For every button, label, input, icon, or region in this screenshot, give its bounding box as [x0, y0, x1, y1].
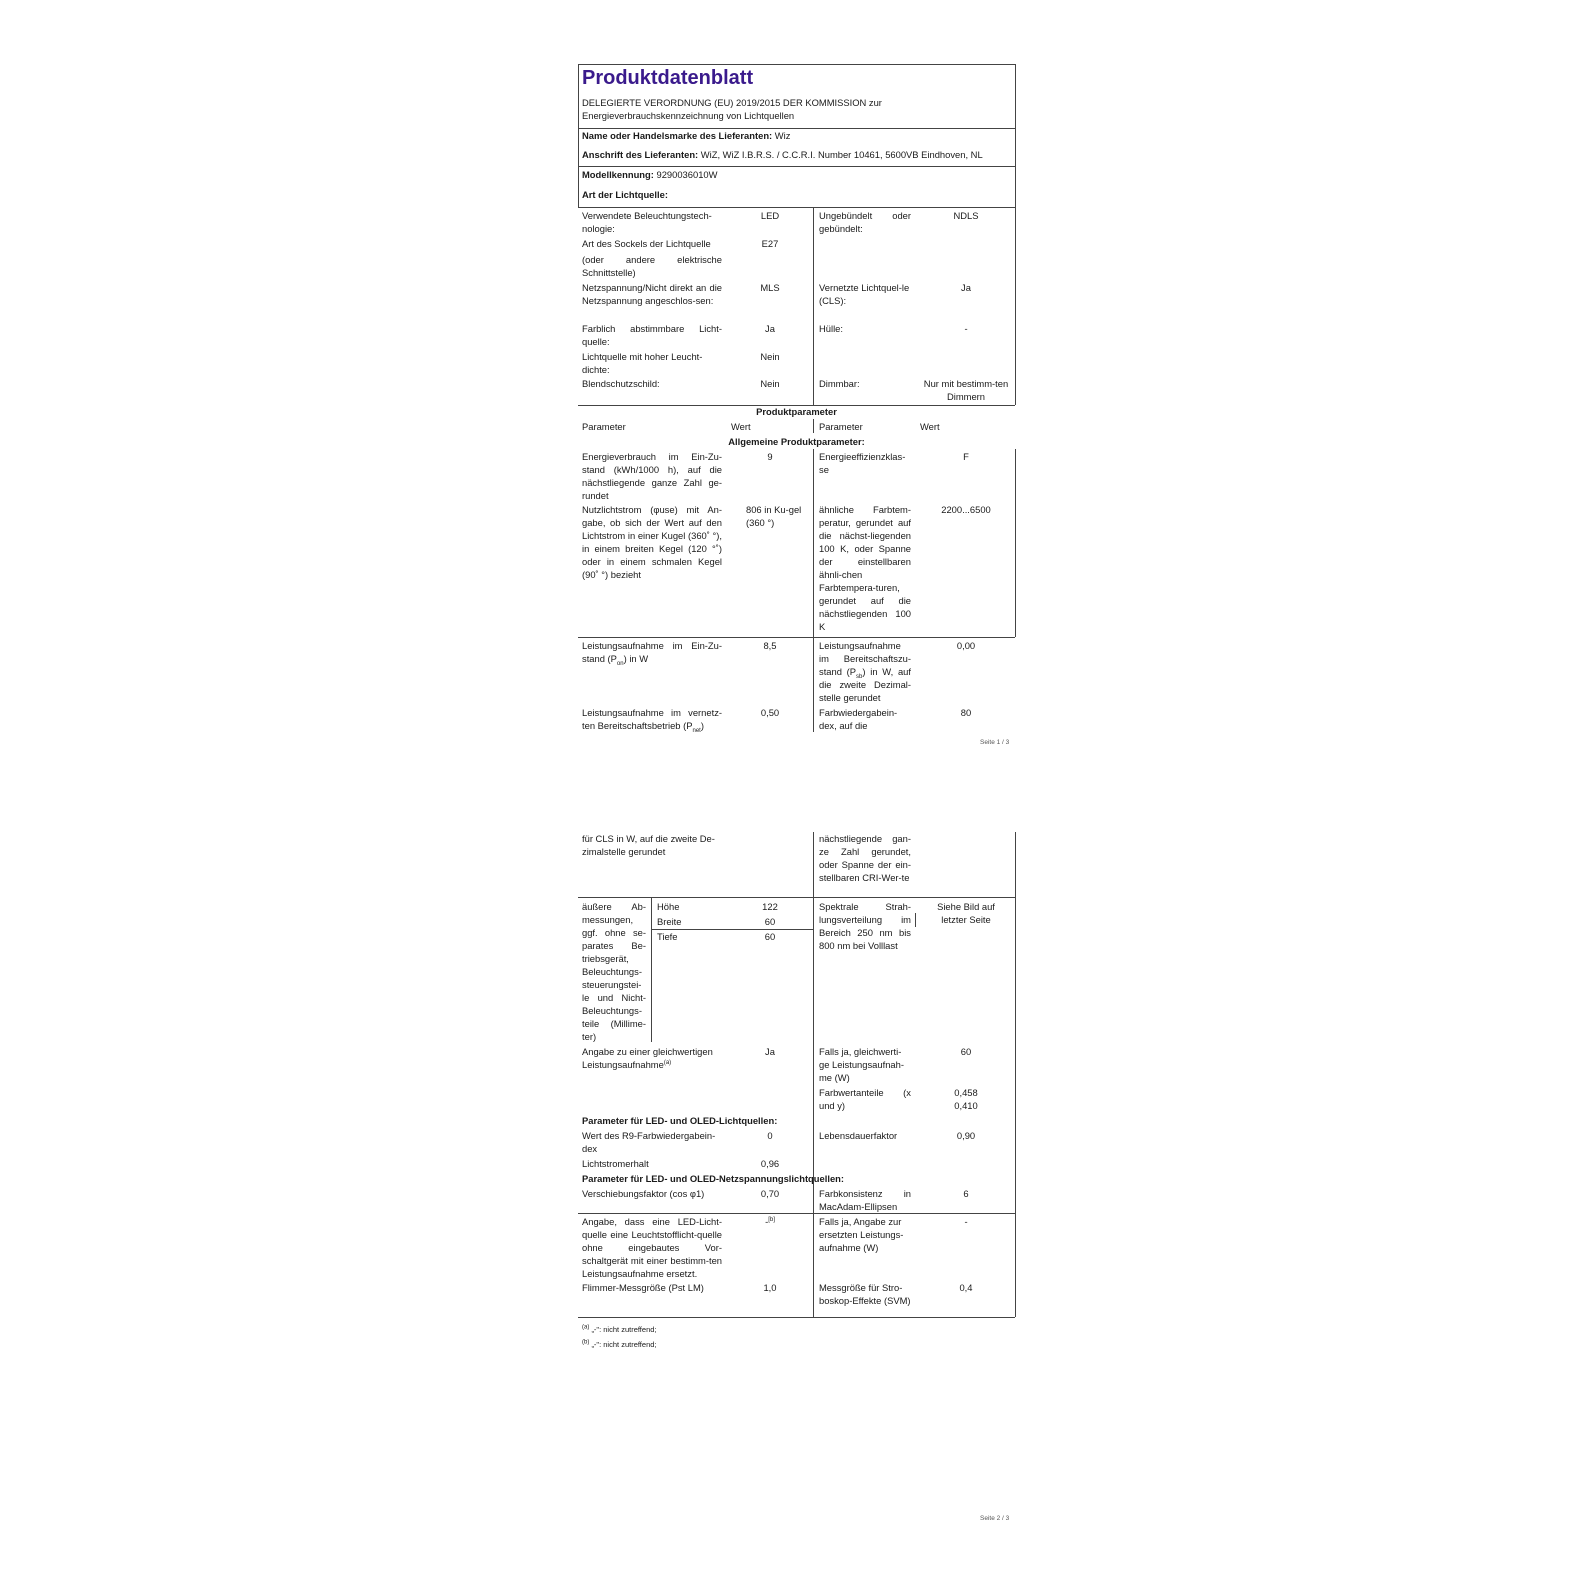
high-luminance-value: Nein — [760, 351, 780, 362]
connected-value: Ja — [961, 282, 971, 293]
equivalent-power-watts-label: Falls ja, gleichwerti-ge Leistungsaufnah-me (W) — [819, 1046, 904, 1083]
dimmable-label: Dimmbar: — [819, 378, 860, 389]
column-divider — [813, 419, 814, 433]
document-title: Produktdatenblatt — [582, 67, 754, 89]
model-id — [582, 168, 717, 181]
product-params-heading: Produktparameter — [756, 406, 837, 417]
led-params-heading: Parameter für LED- und OLED-Lichtquellen: — [582, 1115, 778, 1126]
socket-note: (oder andere elektrische Schnittstelle) — [582, 254, 722, 278]
supplier-name-label: Name oder Handelsmarke des Lieferanten: — [582, 130, 773, 141]
color-consistency-label: Farbkonsistenz in MacAdam-Ellipsen — [819, 1188, 911, 1212]
socket-value: E27 — [761, 238, 779, 249]
cri-label: Farbwiedergabein-dex, auf die — [819, 707, 898, 731]
frame-right-line — [1015, 64, 1016, 207]
on-mode-power-value: 8,5 — [763, 640, 777, 651]
standby-power-label-text: Leistungsaufnahme im Bereitschaftszu-stand (P — [819, 640, 911, 677]
model-id-label: Modellkennung: — [582, 169, 654, 180]
depth-value: 60 — [764, 931, 776, 942]
divider — [578, 1213, 1015, 1214]
envelope-label: Hülle: — [819, 323, 843, 334]
height-value: 122 — [762, 901, 778, 912]
equivalent-power-label-text: Angabe zu einer gleichwertigen Leistungsaufnahme — [582, 1046, 713, 1070]
equivalent-power-label — [582, 1045, 732, 1071]
frame-left-line — [578, 64, 579, 207]
equivalent-power-watts-value: 60 — [960, 1046, 972, 1057]
on-mode-power-label-text: Leistungsaufnahme im Ein-Zu-stand (P — [582, 640, 722, 664]
cct-value: 2200...6500 — [941, 504, 991, 515]
flicker-metric-value: 1,0 — [763, 1282, 777, 1293]
column-divider — [813, 449, 814, 732]
supplier-name — [582, 129, 790, 142]
table-bottom-line — [578, 1317, 1015, 1318]
column-divider — [813, 832, 814, 1317]
chromaticity-label: Farbwertanteile (x und y) — [819, 1087, 911, 1111]
chromaticity-x: 0,458 — [954, 1087, 978, 1098]
glare-shield-value: Nein — [760, 378, 780, 389]
mains-led-params-heading: Parameter für LED- und OLED-Netzspannungslichtquellen: — [582, 1173, 845, 1184]
replaced-power-value: - — [964, 1216, 968, 1227]
glare-shield-label: Blendschutzschild: — [582, 378, 660, 389]
stroboscopic-metric-value: 0,4 — [959, 1282, 973, 1293]
supplier-address-label: Anschrift des Lieferanten: — [582, 149, 699, 160]
fluorescent-replacement-value-text: - — [765, 1216, 769, 1227]
equivalent-power-value: Ja — [765, 1046, 775, 1057]
networked-standby-value: 0,50 — [760, 707, 780, 718]
col-value-left: Wert — [731, 421, 751, 432]
efficiency-class-label: Energieeffizienzklas-se — [819, 451, 906, 475]
mains-value: MLS — [760, 282, 780, 293]
networked-standby-subscript: net — [692, 727, 701, 734]
footnote-a — [582, 1323, 657, 1336]
col-value-right: Wert — [920, 421, 940, 432]
footnote-b-mark: (b) — [582, 1339, 590, 1346]
page-number-2: Seite 2 / 3 — [980, 1515, 1010, 1522]
color-tunable-value: Ja — [765, 323, 775, 334]
stroboscopic-metric-label: Messgröße für Stro-boskop-Effekte (SVM) — [819, 1282, 911, 1306]
col-param-left: Parameter — [582, 421, 626, 432]
r9-value: 0 — [767, 1130, 773, 1141]
divider — [578, 897, 1015, 898]
luminous-flux-label: Nutzlichtstrom (φuse) mit An-gabe, ob sich der Wert auf den Lichtstrom in einer Kugel (360˚ °), in einem breiten Kegel (120 °˚) oder in einem schmalen Kegel (90˚ °) bezieht — [582, 504, 722, 580]
bundled-label: Ungebündelt oder gebündelt: — [819, 210, 911, 234]
supplier-address — [582, 148, 983, 161]
standby-power-value: 0,00 — [956, 640, 976, 651]
page-number-1: Seite 1 / 3 — [980, 739, 1010, 746]
light-type-heading: Art der Lichtquelle: — [582, 189, 668, 200]
on-mode-power-label-unit: ) in W — [623, 653, 649, 664]
networked-standby-continued: für CLS in W, auf die zweite De-zimalstelle gerundet — [582, 833, 715, 857]
equivalent-power-footnote-mark: (a) — [663, 1059, 672, 1066]
divider — [578, 166, 1015, 167]
color-tunable-label: Farblich abstimmbare Licht-quelle: — [582, 323, 722, 347]
connected-label: Vernetzte Lichtquel-le (CLS): — [819, 282, 910, 306]
lifetime-factor-label: Lebensdauerfaktor — [819, 1130, 898, 1141]
footnote-b — [582, 1338, 657, 1351]
spectral-small-divider — [915, 913, 916, 927]
frame-right-line — [1015, 897, 1016, 1317]
spectral-distribution-value: Siehe Bild auf letzter Seite — [937, 901, 995, 925]
chromaticity-y: 0,410 — [954, 1100, 978, 1111]
displacement-factor-label: Verschiebungsfaktor (cos φ1) — [582, 1188, 705, 1199]
tech-label: Verwendete Beleuchtungstech-nologie: — [582, 210, 712, 234]
networked-standby-label-text: Leistungsaufnahme im vernetz-ten Bereitschaftsbetrieb (P — [582, 707, 722, 731]
dimensions-divider — [651, 897, 652, 1042]
fluorescent-replacement-value — [740, 1215, 800, 1228]
model-id-value: 9290036010W — [656, 169, 718, 180]
fluorescent-replacement-label: Angabe, dass eine LED-Licht-quelle eine Leuchtstofflicht-quelle ohne eingebautes Vor-schaltgerät mit einer bestimm-ten Leistungsaufnahme ersetzt. — [582, 1216, 722, 1279]
divider — [578, 637, 1015, 638]
color-consistency-value: 6 — [963, 1188, 969, 1199]
spectral-distribution-label: Spektrale Strah-lungsverteilung im Bereich 250 nm bis 800 nm bei Volllast — [819, 901, 911, 951]
height-label: Höhe — [657, 901, 680, 912]
bundled-value: NDLS — [953, 210, 979, 221]
standby-power-subscript: sb — [856, 673, 863, 680]
energy-consumption-label: Energieverbrauch im Ein-Zu-stand (kWh/1000 h), auf die nächstliegende ganze Zahl ge-rundet — [582, 451, 722, 501]
regulation-line-2: Energieverbrauchskennzeichnung von Lichtquellen — [582, 110, 795, 121]
dimensions-label: äußere Ab-messungen, ggf. ohne se-parates Be-triebsgerät, Beleuchtungs-steuerungstei-le und Nicht-Beleuchtungs-teile (Millime-ter) — [582, 901, 646, 1042]
supplier-name-value: Wiz — [774, 130, 791, 141]
fluorescent-replacement-footnote-mark: [b] — [768, 1216, 775, 1223]
footnote-a-text: „-": nicht zutreffend; — [591, 1325, 657, 1334]
frame-top-line — [578, 64, 1015, 65]
page-2 — [0, 820, 1585, 1520]
efficiency-class-value: F — [963, 451, 969, 462]
lifetime-factor-value: 0,90 — [956, 1130, 976, 1141]
col-param-right: Parameter — [819, 421, 863, 432]
r9-label: Wert des R9-Farbwiedergabein-dex — [582, 1130, 716, 1154]
networked-standby-label — [582, 706, 722, 732]
footnote-a-mark: (a) — [582, 1324, 590, 1331]
column-divider — [813, 207, 814, 405]
standby-power-label-unit: ) in W, auf die zweite Dezimal-stelle gerundet — [819, 666, 911, 703]
general-params-heading: Allgemeine Produktparameter: — [728, 436, 865, 447]
envelope-value: - — [964, 323, 968, 334]
lumen-maintenance-value: 0,96 — [760, 1158, 780, 1169]
mains-label: Netzspannung/Nicht direkt an die Netzspannung angeschlos-sen: — [582, 282, 722, 306]
depth-label: Tiefe — [657, 931, 678, 942]
frame-right-line — [1015, 832, 1016, 897]
width-label: Breite — [657, 916, 682, 927]
page-1 — [0, 0, 1585, 760]
frame-right-line — [1015, 449, 1016, 637]
cct-label: ähnliche Farbtem-peratur, gerundet auf die nächst-liegenden 100 K, oder Spanne der einstellbaren ähnli-chen Farbtempera-turen, gerundet auf die nächstliegenden 100 K — [819, 504, 911, 632]
divider — [578, 207, 1015, 208]
displacement-factor-value: 0,70 — [760, 1188, 780, 1199]
footnote-b-text: „-": nicht zutreffend; — [591, 1340, 657, 1349]
on-mode-power-subscript: on — [616, 660, 624, 667]
flicker-metric-label: Flimmer-Messgröße (Pst LM) — [582, 1282, 704, 1293]
high-luminance-label: Lichtquelle mit hoher Leucht-dichte: — [582, 351, 703, 375]
networked-standby-label-end: ) — [700, 720, 704, 731]
regulation-line-1: DELEGIERTE VERORDNUNG (EU) 2019/2015 DER KOMMISSION zur — [582, 97, 882, 108]
replaced-power-label: Falls ja, Angabe zur ersetzten Leistungs-aufnahme (W) — [819, 1216, 904, 1253]
standby-power-label — [819, 639, 911, 704]
cri-label-continued: nächstliegende gan-ze Zahl gerundet, oder Spanne der ein-stellbaren CRI-Wer-te — [819, 833, 911, 883]
tech-value: LED — [760, 210, 780, 221]
energy-consumption-value: 9 — [767, 451, 773, 462]
width-value: 60 — [764, 916, 776, 927]
dimmable-value: Nur mit bestimm-ten Dimmern — [923, 378, 1009, 402]
frame-right-line — [1015, 207, 1016, 405]
on-mode-power-label — [582, 639, 722, 665]
supplier-address-value: WiZ, WiZ I.B.R.S. / C.C.R.I. Number 10461, 5600VB Eindhoven, NL — [700, 149, 983, 160]
cri-value: 80 — [960, 707, 972, 718]
luminous-flux-value: 806 in Ku-gel (360 °) — [746, 504, 802, 528]
lumen-maintenance-label: Lichtstromerhalt — [582, 1158, 649, 1169]
socket-label: Art des Sockels der Lichtquelle — [582, 238, 711, 249]
